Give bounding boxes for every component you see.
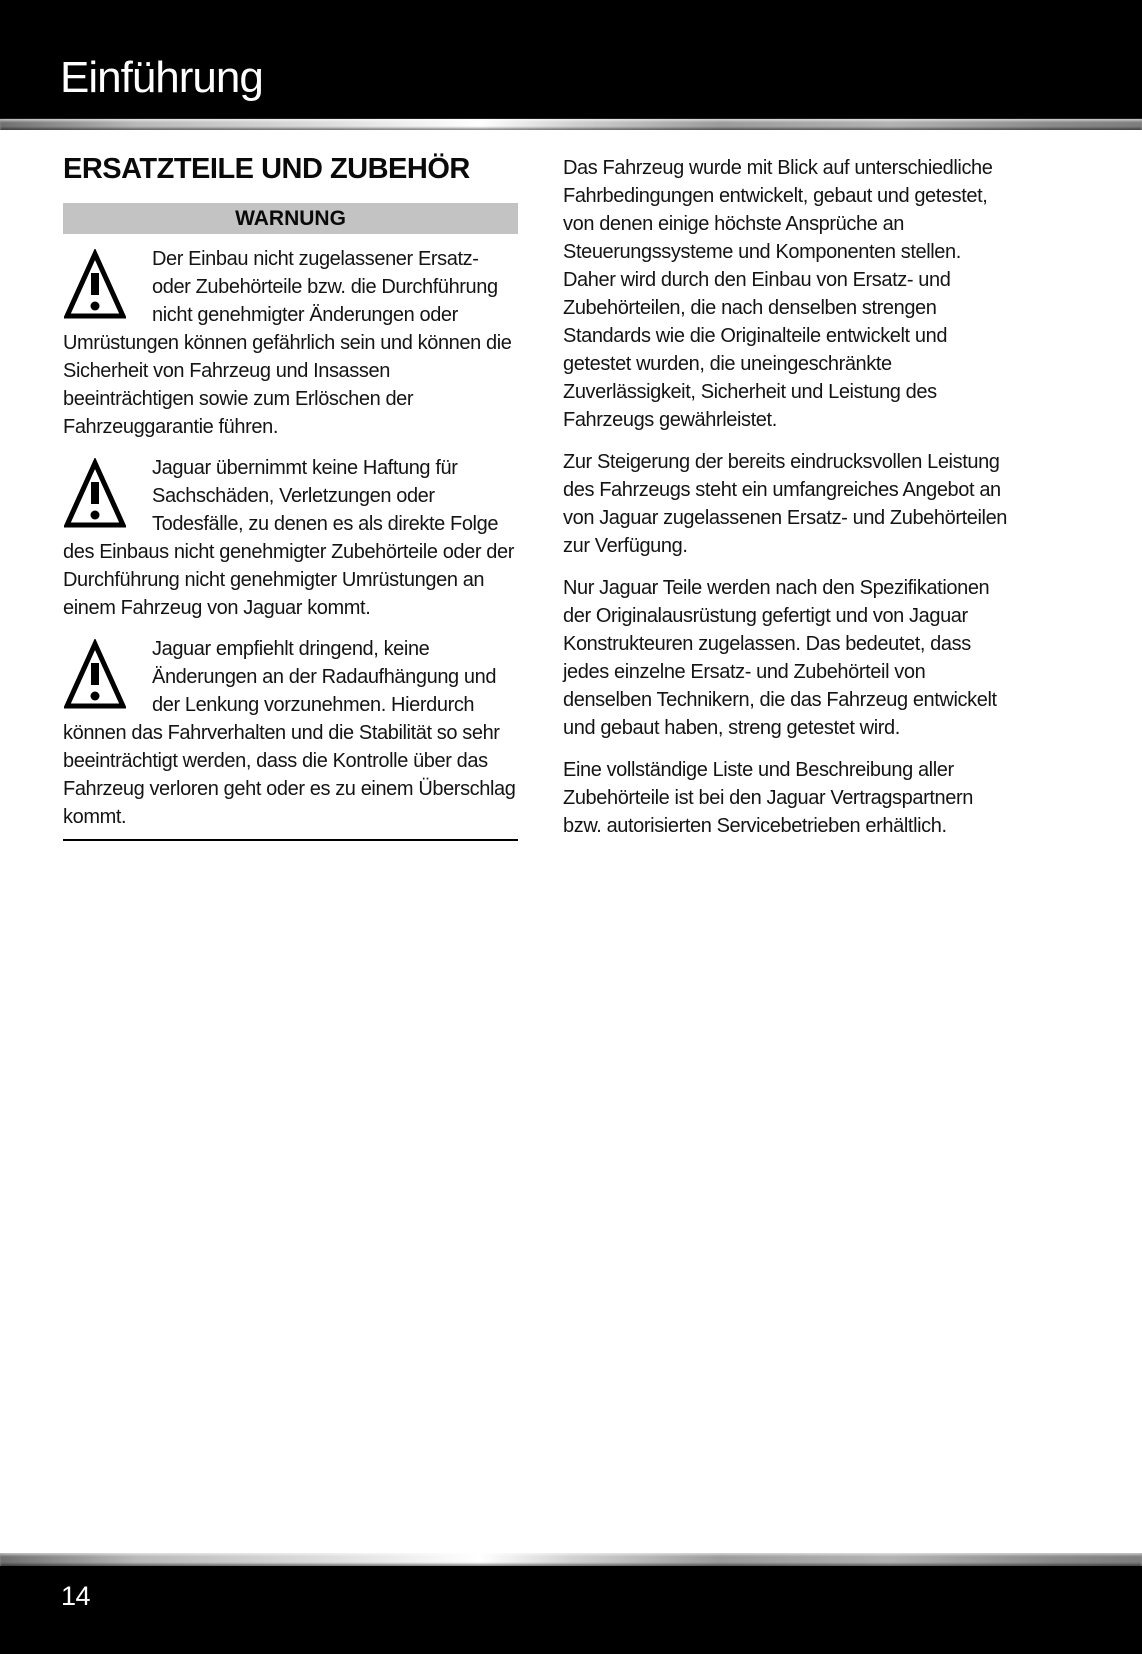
left-column — [63, 154, 518, 854]
body-paragraph: Zur Steigerung der bereits eindrucksvollen Leistung des Fahrzeugs steht ein umfangreiches Angebot an von Jaguar zugelassenen Ersatz- und Zubehörteilen zur Verfügung. — [563, 451, 1008, 557]
body-paragraph: Nur Jaguar Teile werden nach den Spezifikationen der Originalausrüstung gefertigt und von Jaguar Konstrukteuren zugelassen. Das bedeutet, dass jedes einzelne Ersatz- und Zubehörteil von denselben Technikern, die das Fahrzeug entwickelt und gebaut haben, streng getestet wird. — [563, 577, 997, 739]
footer-metal-divider — [0, 1553, 1142, 1566]
warning-text: Der Einbau nicht zugelassener Ersatz- oder Zubehörteile bzw. die Durchführung nicht genehmigter Änderungen oder Umrüstungen können gefährlich sein und können die Sicherheit von Fahrzeug und Insassen beeinträchtigen sowie zum Erlöschen der Fahrzeuggarantie führen. — [63, 248, 512, 439]
header-metal-divider — [0, 118, 1142, 130]
body-paragraph: Das Fahrzeug wurde mit Blick auf unterschiedliche Fahrbedingungen entwickelt, gebaut und getestet, von denen einige höchste Ansprüche an Steuerungssysteme und Komponenten stellen. Daher wird durch den Einbau von Ersatz- und Zubehörteilen, die nach denselben strengen Standards wie die Originalteile entwickelt und getestet wurden, die uneingeschränkte Zuverlässigkeit, Sicherheit und Leistung des Fahrzeugs gewährleistet. — [563, 157, 993, 431]
warning-triangle-icon — [64, 639, 126, 711]
section-heading: ERSATZTEILE UND ZUBEHÖR — [63, 153, 470, 185]
warning-triangle-icon — [64, 249, 126, 321]
page-number: 14 — [61, 1581, 91, 1611]
warning-text: Jaguar empfiehlt dringend, keine Änderungen an der Radaufhängung und der Lenkung vorzunehmen. Hierdurch können das Fahrverhalten und die Stabilität so sehr beeinträchtigt werden, dass die Kontrolle über das Fahrzeug verloren geht oder es zu einem Überschlag kommt. — [63, 638, 516, 829]
warning-box-end-rule — [63, 839, 518, 841]
warning-item — [63, 245, 518, 441]
warning-box — [63, 203, 518, 841]
body-paragraph: Eine vollständige Liste und Beschreibung aller Zubehörteile ist bei den Jaguar Vertragspartnern bzw. autorisierten Servicebetrieben erhältlich. — [563, 759, 973, 837]
warning-text: Jaguar übernimmt keine Haftung für Sachschäden, Verletzungen oder Todesfälle, zu denen es als direkte Folge des Einbaus nicht genehmigter Zubehörteile oder der Durchführung nicht genehmigter Umrüstungen an einem Fahrzeug von Jaguar kommt. — [63, 457, 515, 620]
warning-box-title: WARNUNG — [63, 203, 518, 234]
warning-item — [63, 454, 518, 622]
right-column — [563, 154, 1015, 854]
page-content — [0, 130, 1142, 854]
chapter-title: Einführung — [60, 53, 263, 102]
page-header — [0, 0, 1142, 118]
warning-triangle-icon — [64, 458, 126, 530]
page-footer — [0, 1566, 1142, 1654]
warning-item — [63, 635, 518, 831]
